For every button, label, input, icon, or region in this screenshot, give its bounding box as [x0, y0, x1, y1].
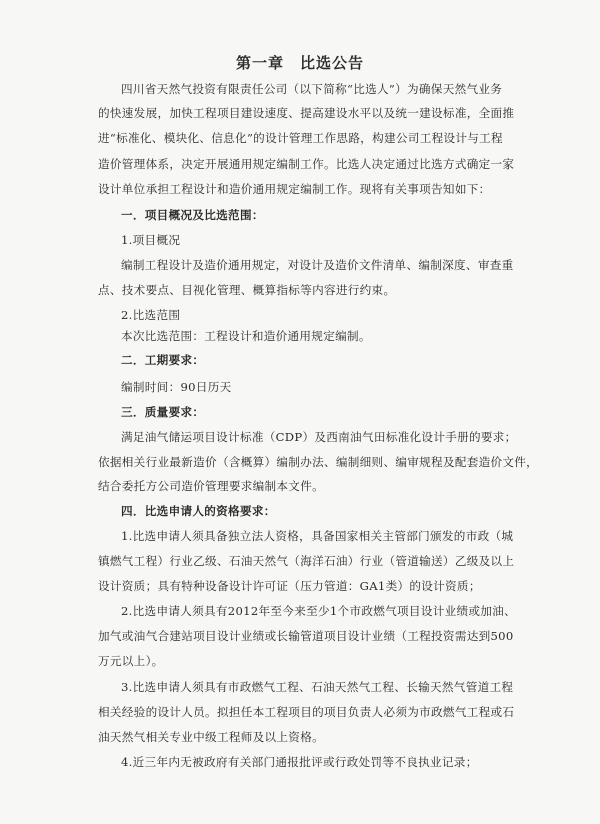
text-line: 油天然气相关专业中级工程师及以上资格。: [98, 730, 324, 744]
text-line: 四川省天然气投资有限责任公司（以下简称“比选人”）为确保天然气业务: [121, 82, 503, 96]
text-line: 本次比选范围：工程设计和造价通用规定编制。: [121, 329, 371, 343]
text-line: 2.比选申请人须具有2012年至今来至少1个市政燃气项目设计业绩或加油、: [121, 604, 516, 618]
subsection-heading: 1.项目概况: [121, 233, 181, 247]
text-line: 万元以上）。: [98, 654, 164, 668]
text-line: 编制工程设计及造价通用规定，对设计及造价文件清单、编制深度、审查重: [121, 258, 514, 272]
text-line: 满足油气储运项目设计标准（CDP）及西南油气田标准化设计手册的要求；: [121, 430, 517, 444]
text-line: 设计资质；具有特种设备设计许可证（压力管道：GA1类）的设计资质；: [98, 579, 481, 593]
text-line: 3.比选申请人须具有市政燃气工程、石油天然气工程、长输天然气管道工程: [121, 680, 514, 694]
text-line: 镇燃气工程）行业乙级、石油天然气（海洋石油）行业（管道输送）乙级及以上: [98, 554, 515, 568]
subsection-heading: 2.比选范围: [121, 308, 181, 322]
chapter-title: 第一章 比选公告: [235, 54, 364, 72]
section-heading: 四．比选申请人的资格要求：: [121, 504, 276, 518]
text-line: 设计单位承担工程设计和造价通用规定编制工作。现将有关事项告知如下：: [98, 182, 491, 196]
text-line: 点、技术要点、目视化管理、概算指标等内容进行约束。: [98, 283, 396, 297]
section-heading: 一．项目概况及比选范围：: [121, 208, 264, 222]
section-heading: 二．工期要求：: [121, 353, 205, 367]
section-heading: 三．质量要求：: [121, 405, 205, 419]
text-line: 结合委托方公司造价管理要求编制本文件。: [98, 479, 324, 493]
text-line: 相关经验的设计人员。拟担任本工程项目的项目负责人必须为市政燃气工程或石: [98, 705, 515, 719]
text-line: 进“标准化、模块化、信息化”的设计管理工作思路，构建公司工程设计与工程: [98, 131, 503, 145]
text-line: 加气或油气合建站项目设计业绩或长输管道项目设计业绩（工程投资需达到500: [98, 629, 514, 643]
text-line: 的快速发展，加快工程项目建设速度、提高建设水平以及统一建设标准，全面推: [98, 106, 515, 120]
text-line: 依据相关行业最新造价（含概算）编制办法、编制细则、编审规程及配套造价文件，: [98, 455, 539, 469]
text-line: 造价管理体系，决定开展通用规定编制工作。比选人决定通过比选方式确定一家: [98, 157, 515, 171]
text-line: 4.近三年内无被政府有关部门通报批评或行政处罚等不良执业记录；: [121, 755, 478, 769]
text-line: 编制时间：90日历天: [121, 380, 232, 394]
text-line: 1.比选申请人须具备独立法人资格，具备国家相关主管部门颁发的市政（城: [121, 529, 514, 543]
